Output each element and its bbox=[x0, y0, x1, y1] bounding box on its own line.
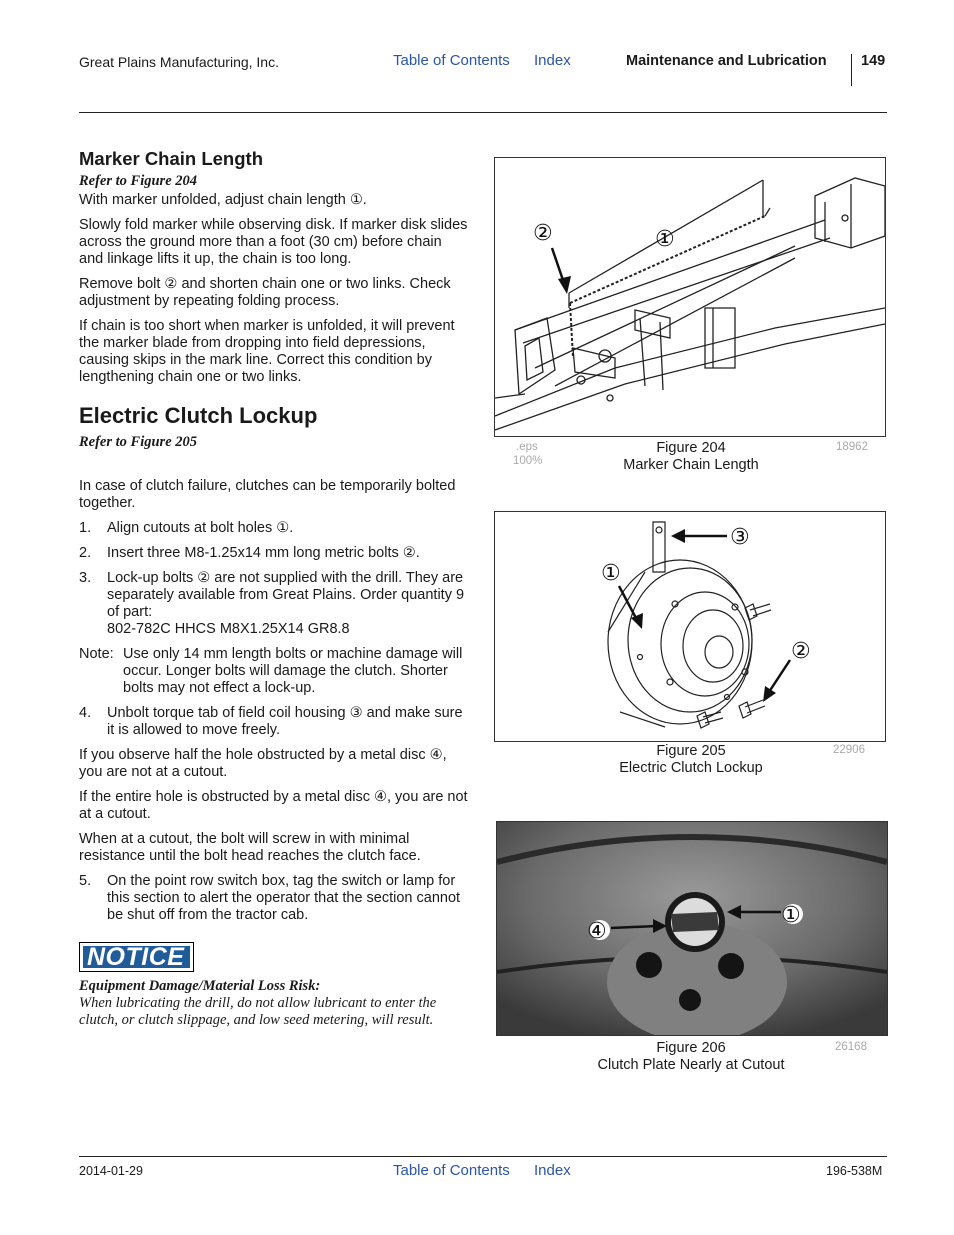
fig206-callout-4: ④ bbox=[587, 919, 607, 944]
step-4 bbox=[79, 705, 469, 739]
note bbox=[79, 646, 469, 697]
note-label: Note: bbox=[79, 646, 114, 662]
fig205-code: 22906 bbox=[833, 744, 865, 756]
figure-206-photo bbox=[496, 821, 888, 1036]
step-number: 5. bbox=[79, 873, 92, 889]
clutch-intro: In case of clutch failure, clutches can be temporarily bolted together. bbox=[79, 478, 456, 511]
fig204-callout-2: ② bbox=[533, 221, 553, 246]
section-title: Maintenance and Lubrication bbox=[626, 53, 827, 69]
fig205-callout-1: ① bbox=[601, 561, 621, 586]
step-text: On the point row switch box, tag the switch or lamp for this section to alert the operator that the section cannot be shut off from the tractor cab. bbox=[107, 873, 461, 923]
note-text: Use only 14 mm length bolts or machine damage will occur. Longer bolts will damage the clutch. Shorter bolts may not effect a lock-up. bbox=[123, 646, 463, 696]
step-5 bbox=[79, 873, 469, 924]
toc-link-top[interactable]: Table of Contents bbox=[393, 52, 510, 69]
part-number: 802-782C HHCS M8X1.25X14 GR8.8 bbox=[107, 621, 350, 637]
step-text: Lock-up bolts ② are not supplied with the drill. They are separately available from Great Plains. Order quantity 9 of part: bbox=[107, 570, 465, 620]
fig206-caption-title: Clutch Plate Nearly at Cutout bbox=[597, 1057, 785, 1073]
fig204-caption-title: Marker Chain Length bbox=[623, 457, 759, 473]
step-2 bbox=[79, 545, 469, 562]
fig206-code: 26168 bbox=[835, 1041, 867, 1053]
index-link-bottom[interactable]: Index bbox=[534, 1162, 571, 1179]
step-number: 4. bbox=[79, 705, 92, 721]
toc-link-bottom[interactable]: Table of Contents bbox=[393, 1162, 510, 1179]
header-divider bbox=[851, 54, 852, 86]
marker-chain-p1: With marker unfolded, adjust chain length ①. bbox=[79, 192, 367, 208]
entire-hole-paragraph: If the entire hole is obstructed by a metal disc ④, you are not at a cutout. bbox=[79, 789, 468, 822]
fig204-callout-1: ① bbox=[655, 227, 675, 252]
marker-chain-p4: If chain is too short when marker is unfolded, it will prevent the marker blade from dropping into field depressions, causing skips in the mark line. Correct this condition by lengthening chain one or two links. bbox=[79, 318, 455, 385]
clutch-ref: Refer to Figure 205 bbox=[79, 434, 198, 450]
step-text: Unbolt torque tab of field coil housing ③ and make sure it is allowed to move freely. bbox=[107, 705, 463, 738]
cutout-paragraph: When at a cutout, the bolt will screw in with minimal resistance until the bolt head reaches the clutch face. bbox=[79, 831, 421, 864]
marker-chain-ref: Refer to Figure 204 bbox=[79, 173, 198, 189]
footer-rule bbox=[79, 1156, 887, 1157]
step-number: 1. bbox=[79, 520, 92, 536]
marker-chain-p3: Remove bolt ② and shorten chain one or two links. Check adjustment by repeating folding process. bbox=[79, 276, 451, 309]
marker-chain-p2: Slowly fold marker while observing disk. If marker disk slides across the ground more than a foot (30 cm) before chain and linkage lifts it up, the chain is too long. bbox=[79, 217, 468, 267]
fig205-caption-title: Electric Clutch Lockup bbox=[619, 760, 763, 776]
clutch-section bbox=[79, 403, 469, 1029]
fig205-caption bbox=[594, 743, 788, 777]
footer-date: 2014-01-29 bbox=[79, 1164, 143, 1178]
step-number: 3. bbox=[79, 570, 92, 586]
company-name: Great Plains Manufacturing, Inc. bbox=[79, 54, 279, 70]
step-text: Insert three M8-1.25x14 mm long metric bolts ②. bbox=[107, 545, 420, 561]
marker-chain-heading: Marker Chain Length bbox=[79, 148, 263, 169]
fig206-callout-1: ① bbox=[781, 903, 801, 928]
fig205-callout-2: ② bbox=[791, 639, 811, 664]
fig204-side-note-2: 100% bbox=[513, 455, 543, 467]
notice-badge: NOTICE bbox=[79, 942, 194, 972]
fig204-caption bbox=[594, 440, 788, 474]
index-link-top[interactable]: Index bbox=[534, 52, 571, 69]
notice-body: When lubricating the drill, do not allow lubricant to enter the clutch, or clutch slippage, and low seed metering, will result. bbox=[79, 995, 437, 1028]
clutch-heading: Electric Clutch Lockup bbox=[79, 403, 318, 428]
marker-chain-section bbox=[79, 150, 469, 394]
header-rule bbox=[79, 112, 887, 113]
footer-doc-number: 196-538M bbox=[826, 1164, 883, 1178]
fig205-callout-3: ③ bbox=[730, 525, 750, 550]
step-text: Align cutouts at bolt holes ①. bbox=[107, 520, 294, 536]
figure-204-image bbox=[494, 157, 886, 437]
step-number: 2. bbox=[79, 545, 92, 561]
fig205-caption-number: Figure 205 bbox=[656, 743, 726, 759]
step-1 bbox=[79, 520, 469, 537]
half-hole-paragraph: If you observe half the hole obstructed by a metal disc ④, you are not at a cutout. bbox=[79, 747, 447, 780]
fig204-side-note-1: .eps bbox=[516, 441, 538, 453]
fig204-caption-number: Figure 204 bbox=[656, 440, 726, 456]
step-3 bbox=[79, 570, 469, 638]
fig206-caption-number: Figure 206 bbox=[656, 1040, 726, 1056]
figure-205-image bbox=[494, 511, 886, 742]
notice-title: Equipment Damage/Material Loss Risk: bbox=[79, 978, 321, 994]
fig204-code: 18962 bbox=[836, 441, 868, 453]
fig206-caption bbox=[571, 1040, 811, 1074]
page-number: 149 bbox=[861, 53, 886, 69]
